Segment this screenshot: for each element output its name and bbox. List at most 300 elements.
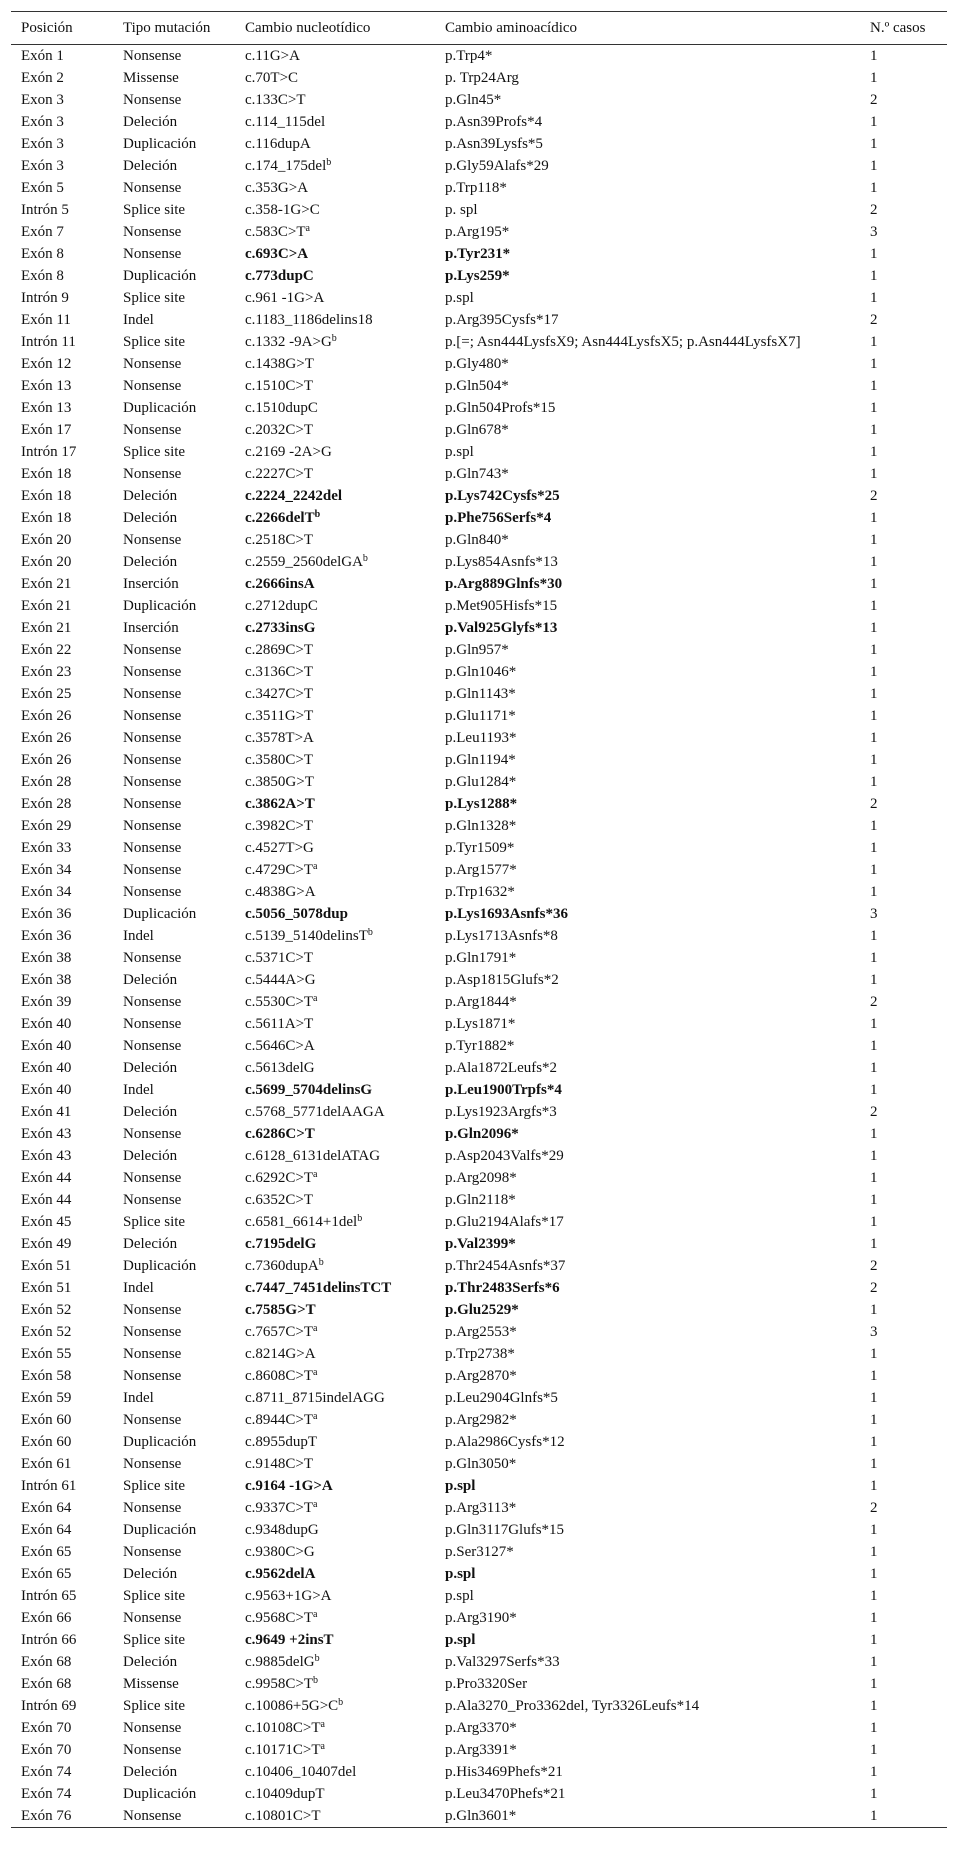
nucleotide-change: c.9649 +2insT (245, 1632, 334, 1648)
cell-cambio-aminoacidico: p.Gln1791* (445, 950, 517, 966)
cell-posicion: Exón 21 (21, 576, 72, 592)
cell-n-casos: 3 (870, 224, 878, 240)
cell-posicion: Intrón 69 (21, 1698, 77, 1714)
nucleotide-change: c.174_175del (245, 158, 327, 174)
nucleotide-change: c.7360dupA (245, 1258, 319, 1274)
cell-tipo-mutacion: Nonsense (123, 246, 182, 262)
table-row (11, 1563, 947, 1585)
cell-n-casos: 2 (870, 202, 878, 218)
cell-n-casos: 1 (870, 1478, 878, 1494)
table-row (11, 1761, 947, 1783)
cell-posicion: Exón 23 (21, 664, 72, 680)
nucleotide-change: c.2032C>T (245, 422, 314, 438)
footnote-marker: a (313, 1169, 318, 1180)
cell-tipo-mutacion: Nonsense (123, 642, 182, 658)
nucleotide-change: c.3580C>T (245, 752, 314, 768)
cell-n-casos: 1 (870, 686, 878, 702)
cell-n-casos: 1 (870, 246, 878, 262)
cell-cambio-aminoacidico: p.Thr2454Asnfs*37 (445, 1258, 566, 1274)
cell-cambio-aminoacidico: p.Leu1193* (445, 730, 517, 746)
table-row (11, 243, 947, 265)
cell-cambio-aminoacidico: p.Gln1194* (445, 752, 516, 768)
cell-tipo-mutacion: Nonsense (123, 664, 182, 680)
header-n-casos: N.º casos (860, 12, 947, 45)
cell-cambio-nucleotidico (235, 1651, 435, 1673)
footnote-marker: a (313, 1323, 318, 1334)
cell-cambio-nucleotidico (235, 1277, 435, 1299)
cell-cambio-nucleotidico (235, 463, 435, 485)
cell-n-casos: 2 (870, 312, 878, 328)
cell-cambio-nucleotidico (235, 309, 435, 331)
cell-posicion: Exon 3 (21, 92, 64, 108)
cell-tipo-mutacion: Indel (123, 928, 154, 944)
table-row (11, 1321, 947, 1343)
cell-cambio-nucleotidico (235, 1673, 435, 1695)
cell-cambio-aminoacidico: p.Lys854Asnfs*13 (445, 554, 558, 570)
cell-n-casos: 2 (870, 92, 878, 108)
cell-tipo-mutacion: Nonsense (123, 752, 182, 768)
cell-tipo-mutacion: Nonsense (123, 862, 182, 878)
cell-n-casos: 1 (870, 1038, 878, 1054)
cell-cambio-nucleotidico (235, 1783, 435, 1805)
cell-cambio-aminoacidico: p.Lys259* (445, 268, 510, 284)
cell-posicion: Exón 28 (21, 796, 72, 812)
cell-cambio-nucleotidico (235, 969, 435, 991)
cell-n-casos: 1 (870, 774, 878, 790)
cell-cambio-aminoacidico: p.Gln45* (445, 92, 502, 108)
cell-posicion: Exón 58 (21, 1368, 72, 1384)
cell-cambio-aminoacidico: p.Val2399* (445, 1236, 516, 1252)
cell-cambio-aminoacidico: p.Lys1693Asnfs*36 (445, 906, 568, 922)
cell-cambio-aminoacidico: p.Gln2118* (445, 1192, 516, 1208)
nucleotide-change: c.2712dupC (245, 598, 318, 614)
table-row (11, 1805, 947, 1828)
cell-posicion: Intrón 17 (21, 444, 77, 460)
cell-cambio-aminoacidico: p.spl (445, 290, 474, 306)
table-header (11, 12, 947, 45)
cell-cambio-aminoacidico: p.Lys1288* (445, 796, 518, 812)
cell-posicion: Exón 64 (21, 1500, 72, 1516)
cell-n-casos: 2 (870, 488, 878, 504)
nucleotide-change: c.8955dupT (245, 1434, 318, 1450)
cell-cambio-aminoacidico: p.Gln840* (445, 532, 509, 548)
cell-cambio-aminoacidico: p.Arg3113* (445, 1500, 517, 1516)
cell-tipo-mutacion: Inserción (123, 620, 179, 636)
nucleotide-change: c.5444A>G (245, 972, 316, 988)
cell-cambio-nucleotidico (235, 705, 435, 727)
nucleotide-change: c.5646C>A (245, 1038, 315, 1054)
footnote-marker: a (313, 861, 318, 872)
cell-n-casos: 2 (870, 1500, 878, 1516)
cell-n-casos: 1 (870, 378, 878, 394)
cell-cambio-aminoacidico: p.Asn39Profs*4 (445, 114, 543, 130)
cell-tipo-mutacion: Deleción (123, 554, 178, 570)
nucleotide-change: c.2169 -2A>G (245, 444, 332, 460)
cell-n-casos: 1 (870, 1126, 878, 1142)
cell-cambio-nucleotidico (235, 243, 435, 265)
table-row (11, 1277, 947, 1299)
nucleotide-change: c.2266delT (245, 510, 315, 526)
nucleotide-change: c.9148C>T (245, 1456, 314, 1472)
cell-cambio-nucleotidico (235, 397, 435, 419)
nucleotide-change: c.6286C>T (245, 1126, 315, 1142)
cell-posicion: Exón 45 (21, 1214, 72, 1230)
cell-cambio-nucleotidico (235, 89, 435, 111)
cell-tipo-mutacion: Nonsense (123, 994, 182, 1010)
nucleotide-change: c.10406_10407del (245, 1764, 357, 1780)
nucleotide-change: c.6352C>T (245, 1192, 314, 1208)
cell-tipo-mutacion: Nonsense (123, 1742, 182, 1758)
nucleotide-change: c.133C>T (245, 92, 306, 108)
footnote-marker: a (320, 1741, 325, 1752)
cell-cambio-aminoacidico: p.Gln678* (445, 422, 509, 438)
cell-tipo-mutacion: Deleción (123, 1654, 178, 1670)
cell-tipo-mutacion: Duplicación (123, 136, 197, 152)
cell-cambio-nucleotidico (235, 551, 435, 573)
table-row (11, 969, 947, 991)
nucleotide-change: c.5613delG (245, 1060, 315, 1076)
cell-n-casos: 1 (870, 620, 878, 636)
cell-posicion: Exón 13 (21, 400, 72, 416)
cell-cambio-nucleotidico (235, 133, 435, 155)
cell-cambio-nucleotidico (235, 859, 435, 881)
cell-tipo-mutacion: Nonsense (123, 1192, 182, 1208)
cell-cambio-nucleotidico (235, 1739, 435, 1761)
cell-tipo-mutacion: Missense (123, 70, 179, 86)
cell-cambio-aminoacidico: p.Gln743* (445, 466, 509, 482)
cell-tipo-mutacion: Missense (123, 1676, 179, 1692)
nucleotide-change: c.3427C>T (245, 686, 314, 702)
table-row (11, 793, 947, 815)
nucleotide-change: c.70T>C (245, 70, 299, 86)
cell-cambio-aminoacidico: p.Thr2483Serfs*6 (445, 1280, 560, 1296)
cell-posicion: Exón 33 (21, 840, 72, 856)
cell-posicion: Intrón 11 (21, 334, 76, 350)
cell-posicion: Exón 40 (21, 1016, 72, 1032)
cell-n-casos: 1 (870, 840, 878, 856)
cell-cambio-aminoacidico: p.Tyr1509* (445, 840, 515, 856)
cell-tipo-mutacion: Nonsense (123, 1544, 182, 1560)
cell-cambio-aminoacidico: p.[=; Asn444LysfsX9; Asn444LysfsX5; p.Asn444LysfsX7] (445, 334, 801, 350)
cell-cambio-nucleotidico (235, 771, 435, 793)
cell-cambio-aminoacidico: p.spl (445, 1566, 476, 1582)
cell-n-casos: 1 (870, 1082, 878, 1098)
cell-cambio-nucleotidico (235, 727, 435, 749)
table-row (11, 771, 947, 793)
table-row (11, 727, 947, 749)
cell-cambio-nucleotidico (235, 1475, 435, 1497)
cell-posicion: Exón 43 (21, 1126, 72, 1142)
cell-tipo-mutacion: Nonsense (123, 1302, 182, 1318)
table-row (11, 287, 947, 309)
cell-cambio-nucleotidico (235, 1453, 435, 1475)
table-row (11, 89, 947, 111)
cell-posicion: Exón 76 (11, 1805, 113, 1828)
cell-posicion: Exón 74 (21, 1786, 72, 1802)
cell-cambio-aminoacidico: p.Arg2098* (445, 1170, 517, 1186)
table-row (11, 1299, 947, 1321)
cell-posicion: Exón 1 (21, 48, 64, 64)
cell-cambio-nucleotidico (235, 1255, 435, 1277)
cell-tipo-mutacion: Duplicación (123, 1786, 197, 1802)
cell-n-casos: 1 (870, 356, 878, 372)
cell-posicion: Exón 34 (21, 862, 72, 878)
table-row (11, 1695, 947, 1717)
cell-posicion: Exón 17 (21, 422, 72, 438)
table-row (11, 353, 947, 375)
cell-cambio-nucleotidico (235, 1211, 435, 1233)
table-row (11, 155, 947, 177)
nucleotide-change: c.1332 -9A>G (245, 334, 332, 350)
header-cambio-aminoacidico: Cambio aminoacídico (435, 12, 860, 45)
cell-posicion: Exón 39 (21, 994, 72, 1010)
cell-cambio-nucleotidico (235, 661, 435, 683)
cell-cambio-nucleotidico (235, 1431, 435, 1453)
cell-tipo-mutacion: Nonsense (123, 708, 182, 724)
nucleotide-change: c.5699_5704delinsG (245, 1082, 373, 1098)
footnote-marker: b (338, 1697, 344, 1708)
cell-posicion: Exón 21 (21, 620, 72, 636)
cell-cambio-aminoacidico: p.Tyr1882* (445, 1038, 515, 1054)
cell-posicion: Intrón 5 (21, 202, 69, 218)
footnote-marker: a (313, 1609, 318, 1620)
cell-n-casos: 1 (870, 1720, 878, 1736)
table-row (11, 1717, 947, 1739)
cell-cambio-aminoacidico: p.Arg3391* (445, 1742, 517, 1758)
cell-cambio-nucleotidico (235, 617, 435, 639)
cell-posicion: Exón 26 (21, 730, 72, 746)
nucleotide-change: c.2666insA (245, 576, 315, 592)
cell-n-casos: 1 (870, 1148, 878, 1164)
table-row (11, 991, 947, 1013)
cell-posicion: Exón 34 (21, 884, 72, 900)
cell-cambio-aminoacidico: p.Arg2870* (445, 1368, 517, 1384)
cell-posicion: Exón 49 (21, 1236, 72, 1252)
nucleotide-change: c.3511G>T (245, 708, 314, 724)
table-row (11, 1255, 947, 1277)
cell-cambio-aminoacidico: p.spl (445, 1588, 474, 1604)
cell-tipo-mutacion: Nonsense (123, 224, 182, 240)
cell-posicion: Exón 25 (21, 686, 72, 702)
cell-cambio-aminoacidico: p.Gln504Profs*15 (445, 400, 556, 416)
cell-cambio-aminoacidico: p.Arg1577* (445, 862, 517, 878)
cell-cambio-aminoacidico: p.Gln3601* (435, 1805, 860, 1828)
nucleotide-change: c.358-1G>C (245, 202, 320, 218)
footnote-marker: a (313, 993, 318, 1004)
cell-tipo-mutacion: Nonsense (123, 1038, 182, 1054)
cell-n-casos: 1 (870, 1302, 878, 1318)
nucleotide-change: c.5056_5078dup (245, 906, 348, 922)
table-row (11, 1189, 947, 1211)
footnote-marker: b (331, 333, 337, 344)
cell-tipo-mutacion: Splice site (123, 290, 186, 306)
table-row (11, 1387, 947, 1409)
cell-cambio-aminoacidico: p. Trp24Arg (445, 70, 519, 86)
cell-cambio-aminoacidico: p.Asp1815Glufs*2 (445, 972, 559, 988)
table-row (11, 1123, 947, 1145)
cell-cambio-aminoacidico: p.Asp2043Valfs*29 (445, 1148, 564, 1164)
cell-tipo-mutacion: Duplicación (123, 1522, 197, 1538)
table-row (11, 1079, 947, 1101)
nucleotide-change: c.5139_5140delinsT (245, 928, 368, 944)
cell-posicion: Exón 38 (21, 950, 72, 966)
table-row (11, 837, 947, 859)
cell-posicion: Intrón 61 (21, 1478, 77, 1494)
cell-tipo-mutacion: Nonsense (113, 1805, 235, 1828)
cell-cambio-nucleotidico (235, 1365, 435, 1387)
nucleotide-change: c.1510C>T (245, 378, 314, 394)
cell-cambio-nucleotidico (235, 1563, 435, 1585)
cell-tipo-mutacion: Nonsense (123, 180, 182, 196)
cell-tipo-mutacion: Deleción (123, 510, 178, 526)
cell-posicion: Exón 68 (21, 1676, 72, 1692)
table-row (11, 1629, 947, 1651)
table-row (11, 639, 947, 661)
nucleotide-change: c.7657C>T (245, 1324, 314, 1340)
nucleotide-change: c.9568C>T (245, 1610, 314, 1626)
table-row (11, 1409, 947, 1431)
nucleotide-change: c.2227C>T (245, 466, 314, 482)
table-row (11, 133, 947, 155)
cell-tipo-mutacion: Duplicación (123, 268, 197, 284)
nucleotide-change: c.7195delG (245, 1236, 317, 1252)
table-row (11, 1497, 947, 1519)
cell-tipo-mutacion: Nonsense (123, 950, 182, 966)
cell-tipo-mutacion: Splice site (123, 1632, 186, 1648)
cell-tipo-mutacion: Nonsense (123, 466, 182, 482)
nucleotide-change: c.3862A>T (245, 796, 315, 812)
table-row (11, 617, 947, 639)
table-row (11, 375, 947, 397)
table-body (11, 45, 947, 1828)
cell-n-casos: 2 (870, 994, 878, 1010)
footnote-marker: b (318, 1257, 324, 1268)
table-row (11, 485, 947, 507)
cell-n-casos: 1 (870, 510, 878, 526)
cell-posicion: Exón 36 (21, 906, 72, 922)
cell-posicion: Exón 65 (21, 1566, 72, 1582)
cell-cambio-nucleotidico (235, 155, 435, 177)
cell-posicion: Exón 40 (21, 1060, 72, 1076)
cell-cambio-nucleotidico (235, 1035, 435, 1057)
table-row (11, 265, 947, 287)
cell-posicion: Exón 60 (21, 1434, 72, 1450)
table-row (11, 67, 947, 89)
nucleotide-change: c.7585G>T (245, 1302, 316, 1318)
cell-tipo-mutacion: Nonsense (123, 1368, 182, 1384)
cell-cambio-nucleotidico (235, 947, 435, 969)
cell-cambio-aminoacidico: p.Lys1923Argfs*3 (445, 1104, 557, 1120)
cell-n-casos: 1 (870, 1016, 878, 1032)
cell-cambio-aminoacidico: p.Gln1328* (445, 818, 517, 834)
cell-cambio-aminoacidico: p. spl (445, 202, 478, 218)
cell-n-casos: 2 (870, 1280, 878, 1296)
cell-n-casos: 1 (870, 158, 878, 174)
nucleotide-change: c.3578T>A (245, 730, 314, 746)
cell-tipo-mutacion: Nonsense (123, 356, 182, 372)
cell-n-casos: 1 (870, 950, 878, 966)
cell-tipo-mutacion: Nonsense (123, 730, 182, 746)
table-row (11, 111, 947, 133)
cell-posicion: Exón 55 (21, 1346, 72, 1362)
cell-tipo-mutacion: Splice site (123, 1478, 186, 1494)
cell-posicion: Exón 18 (21, 466, 72, 482)
cell-posicion: Exón 40 (21, 1082, 72, 1098)
cell-posicion: Exón 8 (21, 246, 64, 262)
cell-cambio-aminoacidico: p.Phe756Serfs*4 (445, 510, 552, 526)
cell-posicion: Exón 68 (21, 1654, 72, 1670)
cell-n-casos: 1 (870, 1346, 878, 1362)
cell-cambio-nucleotidico (235, 177, 435, 199)
cell-posicion: Exón 11 (21, 312, 71, 328)
cell-tipo-mutacion: Splice site (123, 202, 186, 218)
cell-tipo-mutacion: Splice site (123, 444, 186, 460)
nucleotide-change: c.116dupA (245, 136, 311, 152)
cell-cambio-aminoacidico: p.Gln3050* (445, 1456, 517, 1472)
cell-cambio-aminoacidico: p.Val3297Serfs*33 (445, 1654, 560, 1670)
cell-cambio-aminoacidico: p.Gly480* (445, 356, 509, 372)
cell-posicion: Exón 43 (21, 1148, 72, 1164)
cell-cambio-aminoacidico: p.Arg1844* (445, 994, 517, 1010)
table-row (11, 1101, 947, 1123)
cell-n-casos: 2 (870, 1258, 878, 1274)
table-row (11, 1607, 947, 1629)
cell-posicion: Exón 41 (21, 1104, 72, 1120)
cell-n-casos: 1 (870, 1434, 878, 1450)
cell-n-casos: 1 (870, 708, 878, 724)
cell-tipo-mutacion: Deleción (123, 1148, 178, 1164)
table-row (11, 1541, 947, 1563)
cell-cambio-nucleotidico (235, 815, 435, 837)
cell-posicion: Exón 18 (21, 510, 72, 526)
nucleotide-change: c.2733insG (245, 620, 316, 636)
cell-n-casos: 1 (870, 1610, 878, 1626)
cell-n-casos: 1 (870, 598, 878, 614)
cell-cambio-nucleotidico (235, 1761, 435, 1783)
cell-cambio-aminoacidico: p.Lys1871* (445, 1016, 516, 1032)
nucleotide-change: c.9562delA (245, 1566, 316, 1582)
cell-tipo-mutacion: Duplicación (123, 1434, 197, 1450)
cell-cambio-nucleotidico (235, 1541, 435, 1563)
nucleotide-change: c.10801C>T (245, 1808, 321, 1824)
nucleotide-change: c.5611A>T (245, 1016, 314, 1032)
cell-cambio-aminoacidico: p.Tyr231* (445, 246, 511, 262)
cell-cambio-nucleotidico (235, 595, 435, 617)
table-row (11, 1211, 947, 1233)
cell-cambio-aminoacidico: p.Gln1143* (445, 686, 516, 702)
cell-cambio-nucleotidico (235, 1189, 435, 1211)
table-row (11, 551, 947, 573)
cell-n-casos: 1 (870, 1632, 878, 1648)
cell-posicion: Exón 51 (21, 1258, 72, 1274)
cell-cambio-nucleotidico (235, 1057, 435, 1079)
cell-posicion: Exón 7 (21, 224, 64, 240)
table-row (11, 1013, 947, 1035)
cell-cambio-nucleotidico (235, 1299, 435, 1321)
cell-tipo-mutacion: Nonsense (123, 884, 182, 900)
cell-n-casos: 3 (870, 1324, 878, 1340)
table-row (11, 683, 947, 705)
footnote-marker: b (367, 927, 373, 938)
cell-cambio-nucleotidico (235, 925, 435, 947)
cell-cambio-nucleotidico (235, 1629, 435, 1651)
cell-n-casos: 1 (870, 1654, 878, 1670)
cell-cambio-nucleotidico (235, 507, 435, 529)
cell-cambio-nucleotidico (235, 749, 435, 771)
cell-n-casos: 2 (870, 1104, 878, 1120)
cell-n-casos: 1 (870, 1698, 878, 1714)
cell-cambio-aminoacidico: p.Trp1632* (445, 884, 515, 900)
